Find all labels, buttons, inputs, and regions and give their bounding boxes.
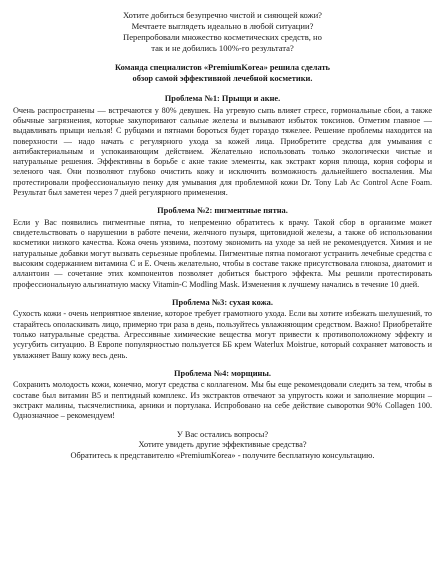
outro-line: Хотите увидеть другие эффективные средства? (138, 440, 307, 450)
problem-section-1 (13, 94, 432, 198)
problem-body: Сухость кожи - очень неприятное явление, которое требует грамотного ухода. Если вы хотите избежать шелушений, то старайтесь ополаскивать лицо, примерно три раза в день, пользуйтесь увлажняющим средством. Важно! Приобретайте только натуральные средства. Агрессивные химические вещества могут привести к противоположному эффекту и усугубить ситуацию. В Европе популярностью пользуется ББ крем Waterlux Moistrue, который сохраняет матовость и увлажняет Вашу кожу весь день. (13, 309, 432, 360)
intro-line: Мечтаете выглядеть идеально в любой ситуации? (131, 21, 314, 31)
team-heading (13, 63, 432, 84)
problem-body: Очень распространены — встречаются у 80% девушек. На угревую сыпь влияет стресс, гормональные сбои, а также обычные загрязнения, которые закупоривают сальные железы и вызывают избыток токсинов. Отметим главное — выдавливать прыщи нельзя! С рубцами и пятнами бороться будет гораздо тяжелее. Решение проблемы находится на поверхности — надо начать с регулярного ухода за кожей лица. Приобретите средства для умывания с антибактериальным и успокаивающим действием. Желательно использовать только экологически чистые и натуральные решения. Эффективны в борьбе с акне такие элементы, как экстракт корня плюща, корня софоры и зеленого чая. Они позволяют глубоко очистить кожу и исключить возможность дальнейшего воспаления. Мы протестировали профессиональную пенку для умывания для проблемной кожи Dr. Tony Lab Ac Control Acne Foam. Результат был заметен через 7 дней регулярного применения. (13, 105, 432, 198)
intro-line: так и не добились 100%-го результата? (151, 43, 294, 53)
outro-line: У Вас остались вопросы? (176, 429, 269, 439)
problem-title: Проблема №1: Прыщи и акне. (164, 94, 281, 104)
intro-block (13, 10, 432, 54)
team-heading-line: Команда специалистов «PremiumKorea» решила сделать (115, 63, 330, 72)
problem-body: Если у Вас появились пигментные пятна, то непременно обратитесь к врачу. Такой сбор в организме может свидетельствовать о нарушении в работе печени, желчного пузыря, щитовидной железы, а также об использовании косметики низкого качества. Кожа очень уязвима, поэтому экономить на уходе за ней не рекомендуется. Химия и не натуральные добавки могут вызвать серьезные проблемы. Пигментные пятна помогают устранить лечебные средства с высоким содержанием витамина С и Е. Очень желательно, чтобы в составе также присутствовала глюкоза, диатомит и аллантоин — сочетание этих компонентов позволяет добиться быстрого эффекта. Мы решили протестировать профессиональную альгинатную маску Vitamin-C Modling Mask. Изменения к лучшему начались в течение 10 дней. (13, 217, 432, 289)
team-heading-line: обзор самой эффективной лечебной косметики. (132, 73, 313, 83)
outro-block (13, 430, 432, 462)
intro-line: Хотите добиться безупречно чистой и сияющей кожи? (122, 10, 322, 20)
problem-title: Проблема №3: сухая кожа. (172, 297, 273, 307)
problem-title: Проблема №4: морщины. (174, 368, 271, 378)
problem-section-4 (13, 369, 432, 422)
outro-line: Обратитесь к представителю «PremiumKorea» - получите бесплатную консультацию. (70, 450, 375, 460)
problem-section-3 (13, 298, 432, 361)
intro-line: Перепробовали множество косметических средств, но (123, 32, 322, 42)
problem-body: Сохранить молодость кожи, конечно, могут средства с коллагеном. Мы бы еще рекомендовали следить за тем, чтобы в составе был витамин B5 и пептидный комплекс. Из экстрактов отвечают за упругость кожи и заполнение морщин – экстракт малины, тысячелистника, арники и портулака. Испробовано на себе действие сыворотки 90% Collagen 100. Однозначное – рекомендуем! (13, 380, 432, 421)
problem-title: Проблема №2: пигментные пятна. (157, 206, 288, 216)
problem-section-2 (13, 206, 432, 290)
